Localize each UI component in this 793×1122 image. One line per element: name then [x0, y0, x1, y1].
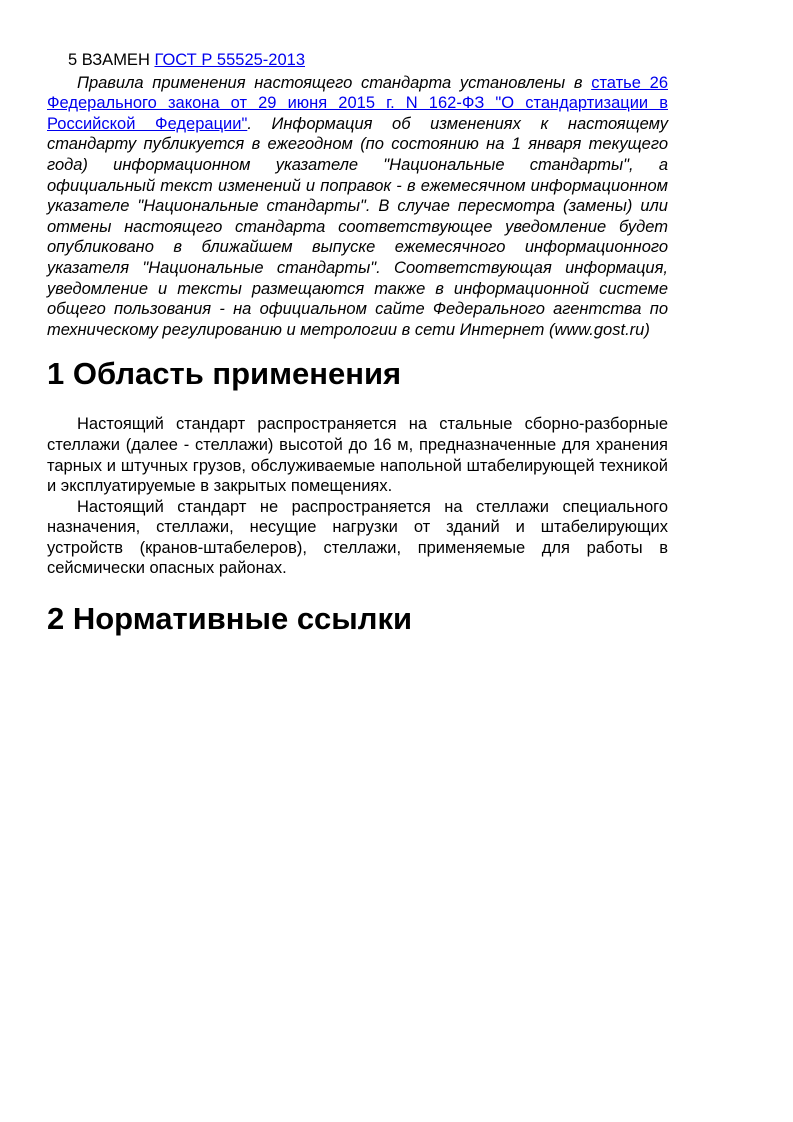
gost-r-55525-2013-link[interactable]: ГОСТ Р 55525-2013: [154, 51, 305, 69]
supersedes-line: [47, 50, 668, 71]
document-content: [47, 50, 668, 637]
section-2-heading: 2 Нормативные ссылки: [47, 601, 413, 637]
application-rules-paragraph: [47, 73, 668, 341]
supersedes-prefix: 5 ВЗАМЕН: [68, 51, 155, 69]
section-1-heading: 1 Область применения: [47, 356, 402, 392]
scope-paragraph-2: Настоящий стандарт не распространяется на стеллажи специального назначения, стеллажи, несущие нагрузки от зданий и штабелирующих устройств (кранов-штабелеров), стеллажи, применяемые для работы в сейсмически опасных районах.: [47, 497, 668, 578]
federal-law-article-26-link[interactable]: статье 26 Федерального закона от 29 июня 2015 г. N 162-ФЗ "О стандартизации в Российской Федерации": [47, 73, 668, 133]
scope-paragraph-1: Настоящий стандарт распространяется на стальные сборно-разборные стеллажи (далее - стеллажи) высотой до 16 м, предназначенные для хранения тарных и штучных грузов, обслуживаемые напольной штабелирующей техникой и эксплуатируемые в закрытых помещениях.: [47, 415, 668, 496]
application-rules-text-before-link: Правила применения настоящего стандарта установлены в: [77, 73, 592, 92]
application-rules-text-after-link: . Информация об изменениях к настоящему стандарту публикуется в ежегодном (по состоянию на 1 января текущего года) информационном указателе "Национальные стандарты", а официальный текст изменений и поправок - в ежемесячном информационном указателе "Национальные стандарты". В случае пересмотра (замены) или отмены настоящего стандарта соответствующее уведомление будет опубликовано в ближайшем выпуске ежемесячного информационного указателя "Национальные стандарты". Соответствующая информация, уведомление и тексты размещаются также в информационной системе общего пользования - на официальном сайте Федерального агентства по техническому регулированию и метрологии в сети Интернет (www.gost.ru): [47, 114, 668, 339]
section-1-body: [47, 414, 668, 579]
